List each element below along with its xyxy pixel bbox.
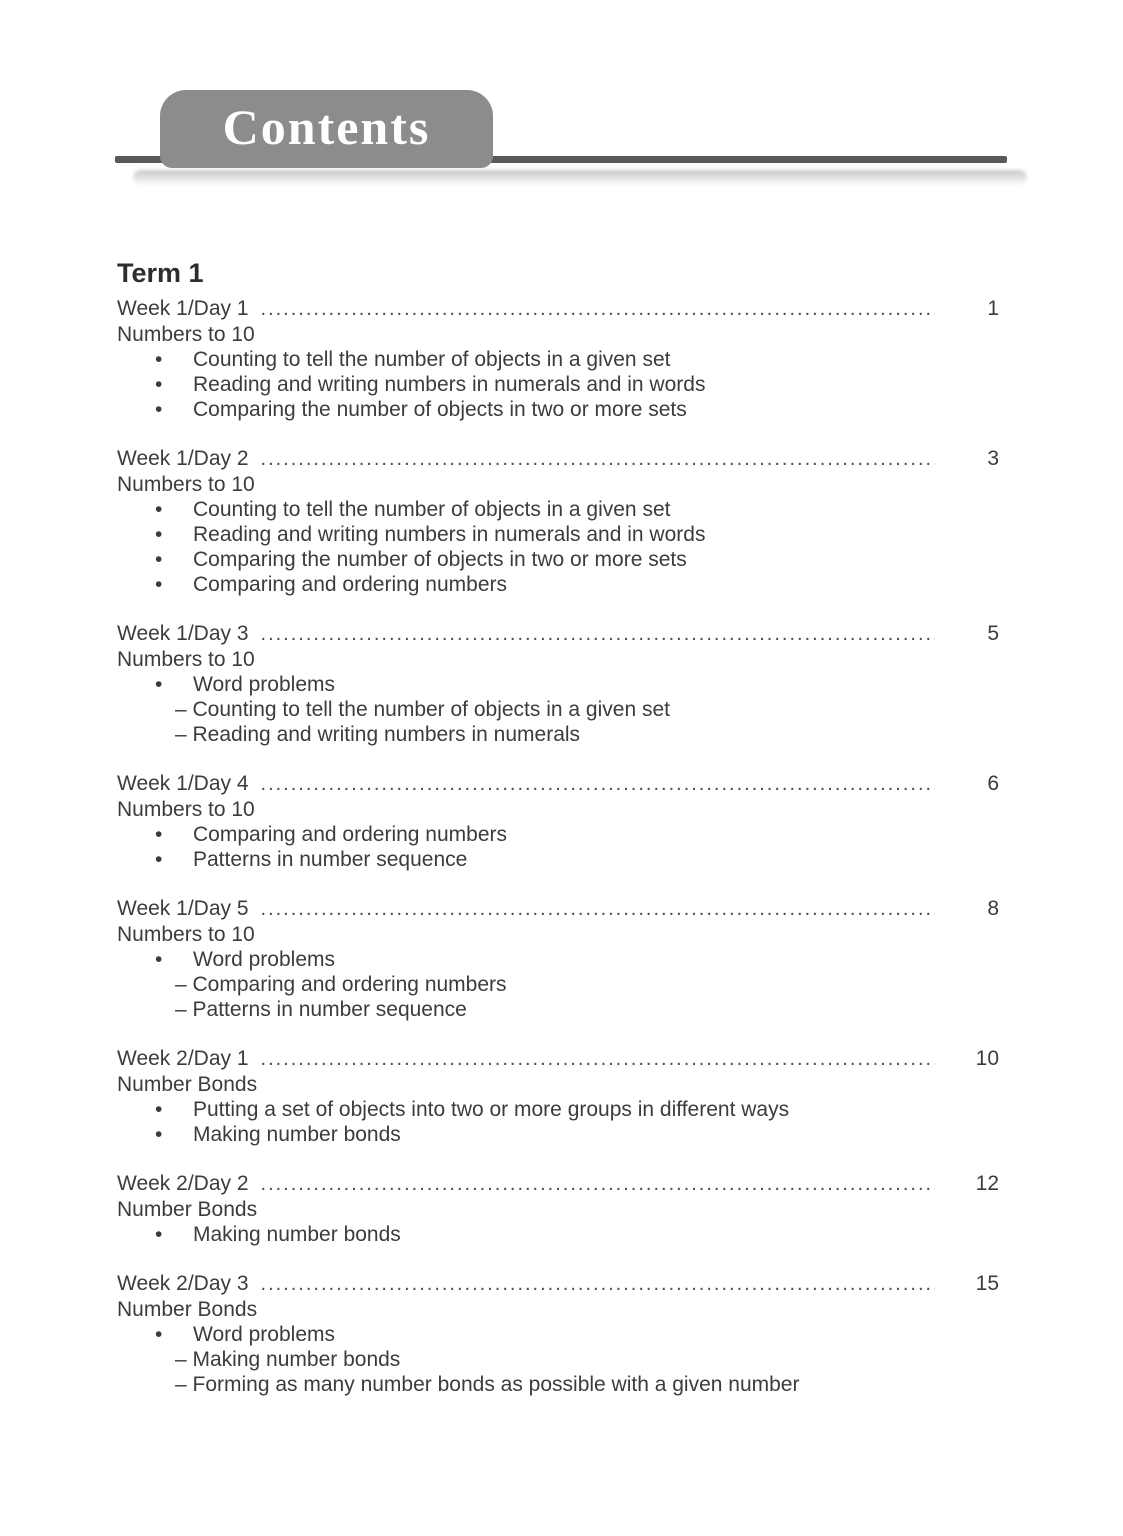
toc-entry [117, 1171, 1005, 1247]
bullet-item: • Counting to tell the number of objects in a given set [117, 497, 1005, 522]
dash-subitem: – Patterns in number sequence [175, 998, 467, 1021]
entry-line [117, 1271, 1005, 1297]
bullet-item: • Making number bonds [117, 1122, 1005, 1147]
entry-page-number: 6 [987, 772, 999, 795]
toc-entry [117, 771, 1005, 872]
toc-entry [117, 446, 1005, 597]
bullet-item: • Patterns in number sequence [117, 847, 1005, 872]
bullet-item: • Word problems [117, 672, 1005, 697]
entry-items [117, 497, 1005, 597]
entry-page-number: 5 [987, 622, 999, 645]
toc-section [117, 258, 1005, 1397]
table-of-contents [0, 196, 1123, 1397]
entry-topic: Numbers to 10 [117, 323, 255, 346]
entry-topic: Number Bonds [117, 1298, 258, 1321]
dotted-leader-icon [261, 621, 935, 647]
entry-title: Week 1/Day 5 [117, 897, 249, 920]
entry-line [117, 1171, 1005, 1197]
entry-page-number: 12 [975, 1172, 999, 1195]
contents-tab [160, 90, 493, 168]
toc-entry [117, 296, 1005, 422]
entry-topic: Numbers to 10 [117, 923, 255, 946]
page-title: Contents [222, 99, 431, 155]
term-heading: Term 1 [117, 258, 204, 288]
entry-line [117, 296, 1005, 322]
entry-items [117, 347, 1005, 422]
dotted-leader-icon [261, 1171, 935, 1197]
entry-title: Week 1/Day 2 [117, 447, 249, 470]
entry-line [117, 771, 1005, 797]
entry-title: Week 2/Day 2 [117, 1172, 249, 1195]
entry-title: Week 1/Day 3 [117, 622, 249, 645]
bullet-item: • Comparing and ordering numbers [117, 572, 1005, 597]
entry-topic: Numbers to 10 [117, 648, 255, 671]
entry-topic: Number Bonds [117, 1073, 258, 1096]
entry-line [117, 1046, 1005, 1072]
dash-subitem: – Forming as many number bonds as possible with a given number [175, 1373, 800, 1396]
bullet-item: • Word problems [117, 947, 1005, 972]
entry-items [117, 822, 1005, 872]
entry-page-number: 10 [975, 1047, 999, 1070]
entry-items [117, 1097, 1005, 1147]
entry-page-number: 15 [975, 1272, 999, 1295]
entry-title: Week 2/Day 1 [117, 1047, 249, 1070]
toc-entry [117, 896, 1005, 1022]
bullet-item: • Reading and writing numbers in numerals and in words [117, 522, 1005, 547]
entry-title: Week 1/Day 1 [117, 297, 249, 320]
entry-items [117, 1222, 1005, 1247]
entry-line [117, 896, 1005, 922]
dotted-leader-icon [261, 296, 935, 322]
toc-entry [117, 1271, 1005, 1397]
header-rule-shadow [133, 170, 1027, 186]
entry-topic: Numbers to 10 [117, 473, 255, 496]
dotted-leader-icon [261, 896, 935, 922]
entry-items [117, 672, 1005, 747]
dotted-leader-icon [261, 771, 935, 797]
bullet-item: • Comparing the number of objects in two or more sets [117, 547, 1005, 572]
bullet-item: • Putting a set of objects into two or more groups in different ways [117, 1097, 1005, 1122]
entry-title: Week 2/Day 3 [117, 1272, 249, 1295]
entry-page-number: 8 [987, 897, 999, 920]
page-header [0, 90, 1123, 196]
entry-items [117, 947, 1005, 1022]
toc-entry [117, 1046, 1005, 1147]
dash-subitem: – Comparing and ordering numbers [175, 973, 507, 996]
dash-subitem: – Reading and writing numbers in numerals [175, 723, 581, 746]
toc-entry [117, 621, 1005, 747]
entry-topic: Numbers to 10 [117, 798, 255, 821]
bullet-item: • Making number bonds [117, 1222, 1005, 1247]
entry-title: Week 1/Day 4 [117, 772, 249, 795]
bullet-item: • Comparing and ordering numbers [117, 822, 1005, 847]
bullet-item: • Word problems [117, 1322, 1005, 1347]
dash-subitem: – Making number bonds [175, 1348, 401, 1371]
dotted-leader-icon [261, 1046, 935, 1072]
entry-page-number: 1 [987, 297, 999, 320]
bullet-item: • Reading and writing numbers in numerals and in words [117, 372, 1005, 397]
entry-page-number: 3 [987, 447, 999, 470]
entry-line [117, 621, 1005, 647]
entry-line [117, 446, 1005, 472]
dotted-leader-icon [261, 1271, 935, 1297]
bullet-item: • Counting to tell the number of objects in a given set [117, 347, 1005, 372]
dotted-leader-icon [261, 446, 935, 472]
dash-subitem: – Counting to tell the number of objects in a given set [175, 698, 670, 721]
bullet-item: • Comparing the number of objects in two or more sets [117, 397, 1005, 422]
entry-topic: Number Bonds [117, 1198, 258, 1221]
entry-items [117, 1322, 1005, 1397]
